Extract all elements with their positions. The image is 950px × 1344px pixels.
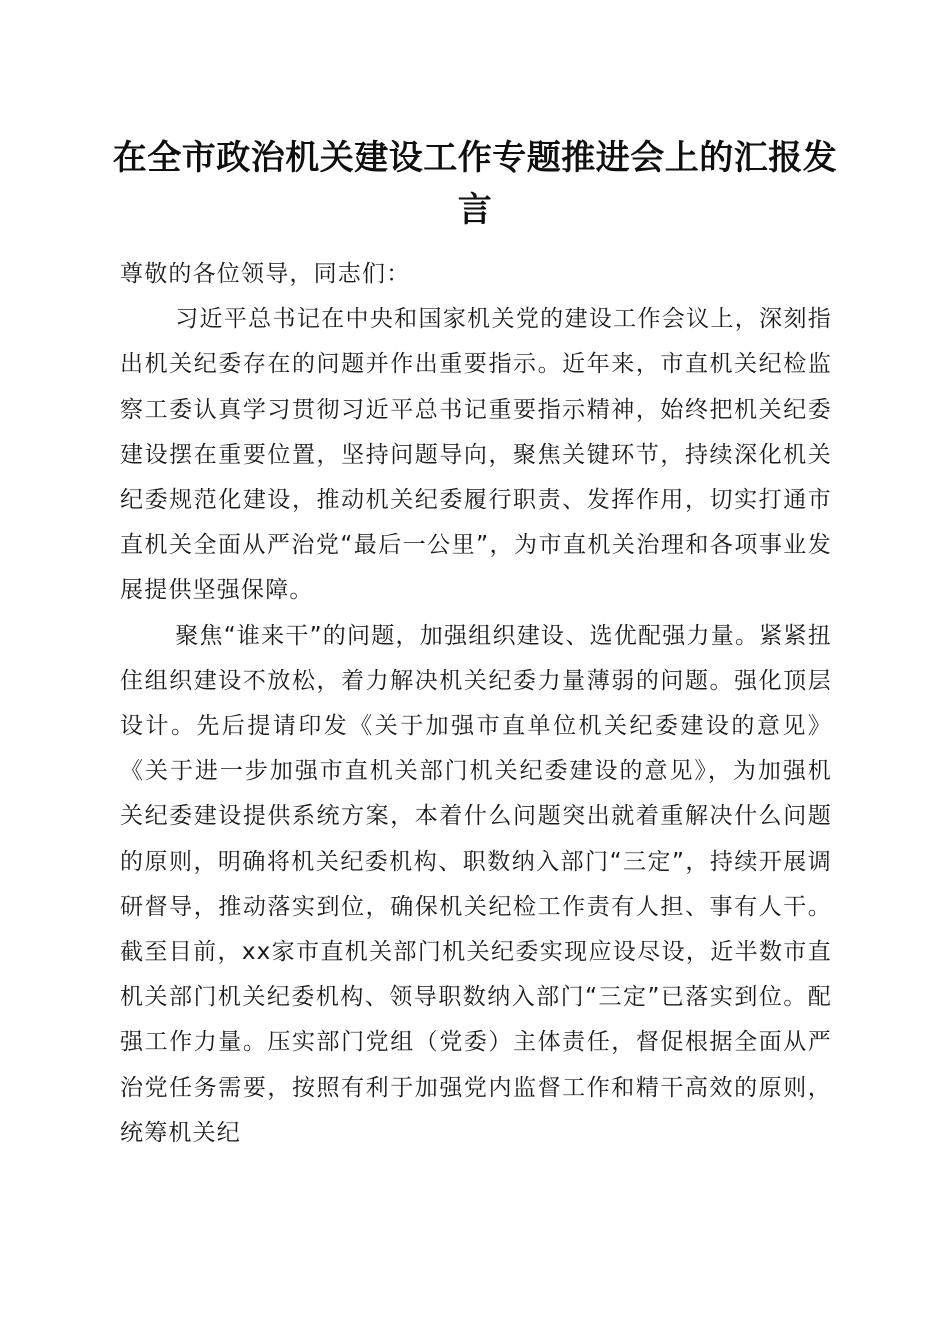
- greeting-line: 尊敬的各位领导，同志们：: [120, 261, 411, 287]
- paragraph-intro: 习近平总书记在中央和国家机关党的建设工作会议上，深刻指出机关纪委存在的问题并作出重要指示。近年来，市直机关纪检监察工委认真学习贯彻习近平总书记重要指示精神，始终把机关纪委建设摆在重要位置，坚持问题导向，聚焦关键环节，持续深化机关纪委规范化建设，推动机关纪委履行职责、发挥作用，切实打通市直机关全面从严治党“最后一公里”，为市直机关治理和各项事业发展提供坚强保障。: [120, 306, 832, 604]
- document-title: 在全市政治机关建设工作专题推进会上的汇报发言: [112, 138, 838, 230]
- paragraph-organization: 聚焦“谁来干”的问题，加强组织建设、选优配强力量。紧紧扭住组织建设不放松，着力解决机关纪委力量薄弱的问题。强化顶层设计。先后提请印发《关于加强市直单位机关纪委建设的意见》《关于进一步加强市直机关部门机关纪委建设的意见》，为加强机关纪委建设提供系统方案，本着什么问题突出就着重解决什么问题的原则，明确将机关纪委机构、职数纳入部门“三定”，持续开展调研督导，推动落实到位，确保机关纪检工作责有人担、事有人干。截至目前，xx家市直机关部门机关纪委实现应设尽设，近半数市直机关部门机关纪委机构、领导职数纳入部门“三定”已落实到位。配强工作力量。压实部门党组（党委）主体责任，督促根据全面从严治党任务需要，按照有利于加强党内监督工作和精干高效的原则，统筹机关纪: [120, 622, 832, 1146]
- document-body: [120, 252, 832, 1156]
